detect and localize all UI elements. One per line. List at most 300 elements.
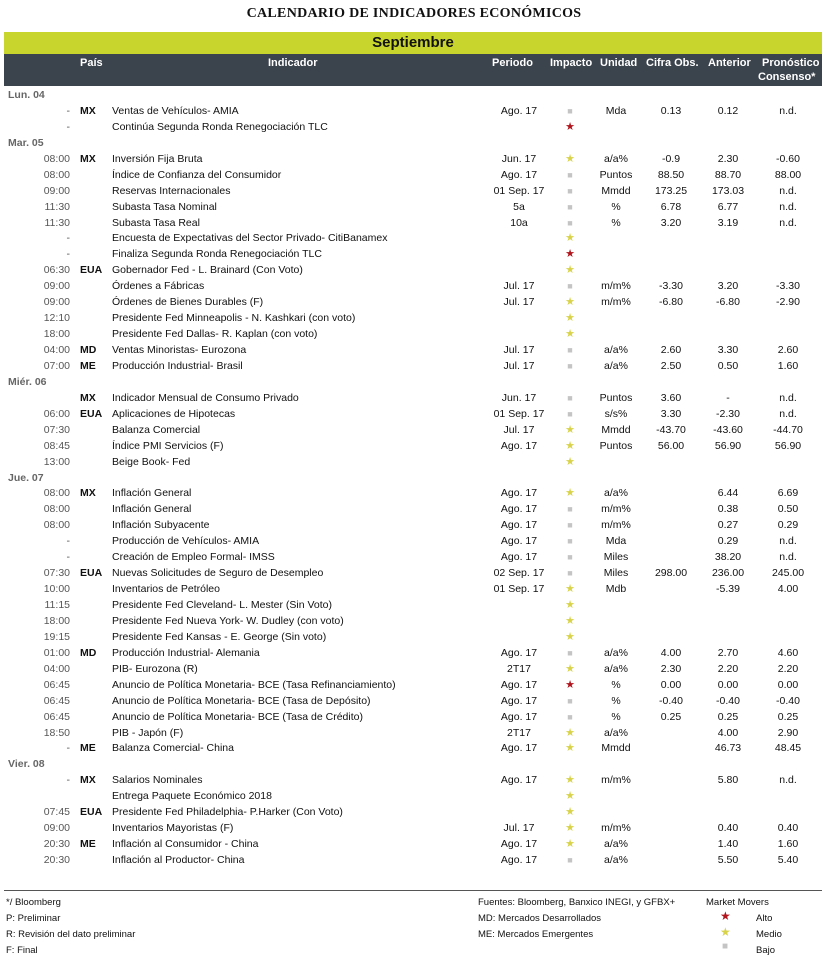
cell-unit: a/a% — [604, 838, 628, 851]
impact-bajo-icon: ■ — [567, 552, 573, 563]
cell-indicator: Inventarios de Petróleo — [112, 583, 220, 596]
cell-time: 13:00 — [43, 455, 70, 468]
cell-observed: -0.40 — [659, 694, 683, 707]
table-row — [4, 423, 822, 439]
table-row — [4, 279, 822, 295]
cell-unit: Puntos — [599, 168, 633, 181]
cell-forecast: 5.40 — [777, 854, 799, 866]
cell-indicator: Nuevas Solicitudes de Seguro de Desempleo — [112, 567, 324, 580]
cell-forecast: 2.60 — [777, 344, 799, 356]
impact-bajo-icon: ■ — [567, 568, 573, 579]
legend-alto-icon: ★ — [720, 909, 731, 923]
cell-indicator: Inventarios Mayoristas (F) — [112, 822, 234, 835]
cell-indicator: Gobernador Fed - L. Brainard (Con Voto) — [112, 264, 303, 277]
cell-unit: % — [611, 200, 621, 213]
cell-unit: Puntos — [599, 391, 633, 404]
header-periodo: Periodo — [492, 57, 533, 69]
cell-previous: 0.12 — [717, 104, 739, 117]
cell-indicator: Producción de Vehículos- AMIA — [112, 535, 260, 548]
impact-alto-icon: ★ — [565, 120, 575, 133]
cell-period: Ago. 17 — [500, 774, 538, 787]
cell-unit: % — [611, 216, 621, 229]
impact-bajo-icon: ■ — [567, 504, 573, 515]
cell-time: 06:45 — [43, 710, 70, 723]
day-label: Lun. 04 — [8, 89, 45, 101]
cell-forecast: n.d. — [779, 104, 797, 117]
cell-previous: 46.73 — [714, 742, 742, 755]
cell-forecast: 1.60 — [777, 838, 799, 851]
cell-time: 10:00 — [43, 583, 70, 596]
table-row — [4, 534, 822, 550]
cell-indicator: PIB- Eurozona (R) — [112, 662, 198, 675]
cell-unit: % — [611, 710, 621, 723]
table-row — [4, 439, 822, 455]
cell-indicator: Ventas Minoristas- Eurozona — [112, 344, 247, 356]
cell-indicator: Inflación al Consumidor - China — [112, 838, 259, 851]
cell-period: 01 Sep. 17 — [493, 583, 545, 596]
cell-time: 04:00 — [43, 662, 70, 675]
cell-time: 06:00 — [43, 407, 70, 420]
impact-bajo-icon: ■ — [567, 711, 573, 722]
cell-unit: Miles — [603, 567, 629, 580]
cell-period: Jun. 17 — [501, 391, 537, 404]
calendar-table-body — [4, 88, 822, 869]
table-row — [4, 678, 822, 694]
cell-forecast: 2.90 — [777, 726, 799, 739]
cell-period: Ago. 17 — [500, 854, 538, 866]
cell-country: ME — [80, 838, 96, 851]
month-banner: Septiembre — [4, 32, 822, 54]
cell-period: Ago. 17 — [500, 838, 538, 851]
cell-time: 08:00 — [43, 503, 70, 516]
cell-forecast: n.d. — [779, 200, 797, 213]
cell-previous: 3.30 — [717, 344, 739, 356]
cell-time: - — [66, 248, 70, 261]
cell-country: MD — [80, 344, 97, 356]
cell-unit: % — [611, 694, 621, 707]
cell-forecast: n.d. — [779, 391, 797, 404]
cell-observed: 4.00 — [660, 646, 682, 659]
cell-period: Ago. 17 — [500, 104, 538, 117]
cell-unit: a/a% — [604, 726, 628, 739]
header-unidad: Unidad — [600, 57, 638, 69]
table-row — [4, 152, 822, 168]
cell-time: - — [66, 535, 70, 548]
cell-indicator: Anuncio de Política Monetaria- BCE (Tasa de Depósito) — [112, 694, 371, 707]
cell-previous: 6.44 — [717, 487, 739, 500]
table-row — [4, 120, 822, 136]
table-row — [4, 391, 822, 407]
cell-unit: Mmdd — [601, 184, 631, 197]
cell-time: - — [66, 774, 70, 787]
impact-bajo-icon: ■ — [567, 185, 573, 196]
impact-medio-icon: ★ — [565, 614, 575, 627]
impact-bajo-icon: ■ — [567, 281, 573, 292]
cell-indicator: Inflación al Productor- China — [112, 854, 245, 866]
impact-bajo-icon: ■ — [567, 169, 573, 180]
impact-medio-icon: ★ — [565, 742, 575, 755]
table-row — [4, 104, 822, 120]
cell-time: - — [66, 551, 70, 564]
impact-bajo-icon: ■ — [567, 855, 573, 865]
header-impacto: Impacto — [550, 57, 593, 69]
cell-time: 06:30 — [43, 264, 70, 277]
cell-forecast: 245.00 — [771, 567, 805, 580]
table-row — [4, 550, 822, 566]
impact-bajo-icon: ■ — [567, 520, 573, 531]
cell-previous: 3.20 — [717, 280, 739, 293]
cell-time: 18:00 — [43, 614, 70, 627]
table-row — [4, 200, 822, 216]
cell-forecast: 2.20 — [777, 662, 799, 675]
table-row — [4, 741, 822, 757]
cell-unit: Mmdd — [601, 423, 631, 436]
impact-medio-icon: ★ — [565, 296, 575, 309]
cell-country: MX — [80, 152, 96, 165]
cell-observed: -6.80 — [659, 296, 683, 309]
cell-forecast: 0.40 — [777, 822, 799, 835]
cell-country: MX — [80, 774, 96, 787]
cell-forecast: n.d. — [779, 535, 797, 548]
cell-period: Ago. 17 — [500, 487, 538, 500]
cell-previous: 0.29 — [717, 535, 739, 548]
cell-forecast: -0.40 — [776, 694, 800, 707]
cell-indicator: Producción Industrial- Alemania — [112, 646, 260, 659]
cell-indicator: Presidente Fed Nueva York- W. Dudley (con voto) — [112, 614, 344, 627]
cell-unit: Puntos — [599, 439, 633, 452]
cell-previous: -43.60 — [713, 423, 743, 436]
cell-time: 07:45 — [43, 806, 70, 819]
cell-observed: 2.50 — [660, 359, 682, 372]
cell-unit: a/a% — [604, 359, 628, 372]
cell-indicator: Subasta Tasa Nominal — [112, 200, 217, 213]
cell-period: Ago. 17 — [500, 710, 538, 723]
cell-unit: Mdb — [605, 583, 627, 596]
table-row — [4, 455, 822, 471]
cell-indicator: Inflación General — [112, 487, 192, 500]
impact-bajo-icon: ■ — [567, 360, 573, 371]
day-label: Vier. 08 — [8, 758, 45, 771]
cell-unit: a/a% — [604, 487, 628, 500]
table-row — [4, 168, 822, 184]
cell-time: 12:10 — [43, 312, 70, 325]
cell-indicator: Índice PMI Servicios (F) — [112, 439, 224, 452]
cell-observed: 298.00 — [654, 567, 688, 580]
cell-indicator: PIB - Japón (F) — [112, 726, 184, 739]
impact-alto-icon: ★ — [565, 678, 575, 691]
cell-forecast: -3.30 — [776, 280, 800, 293]
cell-country: EUA — [80, 407, 103, 420]
note-final: F: Final — [6, 945, 38, 956]
table-row — [4, 327, 822, 343]
cell-unit: s/s% — [604, 407, 628, 420]
cell-time: 09:00 — [43, 296, 70, 309]
header-cifra: Cifra Obs. — [646, 57, 699, 69]
impact-bajo-icon: ■ — [567, 105, 573, 116]
cell-indicator: Beige Book- Fed — [112, 455, 191, 468]
cell-period: Jul. 17 — [503, 280, 535, 293]
cell-indicator: Balanza Comercial — [112, 423, 201, 436]
market-movers-title: Market Movers — [706, 897, 769, 908]
cell-time: 11:15 — [44, 599, 70, 611]
header-anterior: Anterior — [708, 57, 751, 69]
cell-indicator: Entrega Paquete Económico 2018 — [112, 790, 272, 803]
cell-indicator: Salarios Nominales — [112, 774, 203, 787]
impact-medio-icon: ★ — [565, 662, 575, 675]
table-row — [4, 582, 822, 598]
table-row — [4, 853, 822, 869]
cell-indicator: Reservas Internacionales — [112, 184, 231, 197]
table-row — [4, 805, 822, 821]
cell-observed: 3.20 — [660, 216, 682, 229]
cell-observed: 56.00 — [657, 439, 685, 452]
table-row — [4, 486, 822, 502]
cell-indicator: Presidente Fed Dallas- R. Kaplan (con voto) — [112, 328, 318, 341]
cell-period: 5a — [513, 200, 525, 213]
cell-previous: -0.40 — [716, 694, 740, 707]
cell-forecast: 4.00 — [777, 583, 799, 596]
legend-alto-label: Alto — [756, 913, 773, 924]
cell-forecast: 4.60 — [777, 646, 799, 659]
legend-bajo-icon: ■ — [722, 941, 729, 952]
cell-observed: -0.9 — [661, 152, 681, 165]
cell-forecast: -2.90 — [776, 296, 800, 309]
cell-observed: 88.50 — [657, 168, 685, 181]
cell-period: Ago. 17 — [500, 646, 538, 659]
note-md: MD: Mercados Desarrollados — [478, 913, 602, 924]
cell-period: Ago. 17 — [500, 678, 538, 691]
table-row — [4, 502, 822, 518]
note-revision: R: Revisión del dato preliminar — [6, 929, 136, 940]
impact-alto-icon: ★ — [565, 248, 575, 261]
table-row — [4, 694, 822, 710]
cell-previous: -2.30 — [716, 407, 740, 420]
cell-time: 01:00 — [43, 646, 70, 659]
cell-period: 01 Sep. 17 — [493, 184, 545, 197]
cell-forecast: -0.60 — [776, 152, 800, 165]
cell-period: Ago. 17 — [500, 519, 538, 532]
cell-forecast: 0.29 — [777, 519, 799, 532]
impact-medio-icon: ★ — [565, 790, 575, 803]
cell-unit: Mda — [605, 104, 627, 117]
cell-forecast: n.d. — [779, 407, 797, 420]
day-header — [4, 136, 822, 152]
cell-previous: -6.80 — [716, 296, 740, 309]
table-row — [4, 343, 822, 359]
legend-medio-label: Medio — [756, 929, 782, 940]
cell-period: 2T17 — [507, 662, 531, 675]
cell-indicator: Inflación General — [112, 503, 192, 516]
table-row — [4, 614, 822, 630]
cell-unit: m/m% — [601, 774, 631, 787]
cell-time: 08:00 — [43, 152, 70, 165]
cell-period: 02 Sep. 17 — [493, 567, 545, 580]
cell-previous: 2.70 — [717, 646, 739, 659]
cell-time: 09:00 — [43, 184, 70, 197]
impact-medio-icon: ★ — [565, 838, 575, 851]
cell-forecast: 56.90 — [774, 439, 802, 452]
table-row — [4, 630, 822, 646]
cell-time: 11:30 — [44, 216, 70, 229]
impact-medio-icon: ★ — [565, 487, 575, 500]
cell-observed: 2.30 — [660, 662, 682, 675]
cell-time: 11:30 — [44, 200, 70, 213]
impact-medio-icon: ★ — [565, 630, 575, 643]
cell-indicator: Encuesta de Expectativas del Sector Privado- CitiBanamex — [112, 232, 388, 245]
cell-country: EUA — [80, 264, 103, 277]
day-header — [4, 757, 822, 773]
cell-forecast: 0.50 — [777, 503, 799, 516]
cell-forecast: 88.00 — [774, 168, 802, 181]
cell-period: Ago. 17 — [500, 694, 538, 707]
cell-time: 08:00 — [43, 519, 70, 532]
table-row — [4, 231, 822, 247]
impact-bajo-icon: ■ — [567, 392, 573, 403]
table-row — [4, 566, 822, 582]
cell-observed: 0.13 — [660, 104, 682, 117]
cell-previous: 6.77 — [717, 200, 739, 213]
cell-indicator: Subasta Tasa Real — [112, 216, 200, 229]
header-pronostico: Pronóstico — [762, 57, 820, 69]
cell-indicator: Presidente Fed Minneapolis - N. Kashkari (con voto) — [112, 312, 356, 325]
cell-observed: 173.25 — [654, 184, 688, 197]
impact-medio-icon: ★ — [565, 726, 575, 739]
cell-indicator: Producción Industrial- Brasil — [112, 359, 243, 372]
cell-time: 19:15 — [43, 630, 70, 643]
cell-period: Jul. 17 — [503, 296, 535, 309]
cell-unit: m/m% — [601, 296, 631, 309]
cell-indicator: Indicador Mensual de Consumo Privado — [112, 391, 299, 404]
cell-time: 06:45 — [43, 694, 70, 707]
cell-time: - — [66, 232, 70, 245]
cell-indicator: Órdenes a Fábricas — [112, 280, 205, 293]
cell-time: 06:45 — [43, 678, 70, 691]
cell-period: Ago. 17 — [500, 535, 538, 548]
cell-time: 07:00 — [43, 359, 70, 372]
impact-medio-icon: ★ — [565, 455, 575, 468]
day-header — [4, 471, 822, 487]
cell-time: 08:45 — [43, 439, 70, 452]
note-preliminar: P: Preliminar — [6, 913, 61, 924]
cell-previous: 0.38 — [717, 503, 739, 516]
table-row — [4, 773, 822, 789]
impact-medio-icon: ★ — [565, 583, 575, 596]
cell-previous: 4.00 — [717, 726, 739, 739]
table-row — [4, 359, 822, 375]
impact-medio-icon: ★ — [565, 774, 575, 787]
impact-medio-icon: ★ — [565, 328, 575, 341]
table-row — [4, 407, 822, 423]
cell-previous: 0.40 — [717, 822, 739, 835]
day-header — [4, 88, 822, 104]
cell-country: ME — [80, 742, 96, 755]
cell-forecast: n.d. — [779, 551, 797, 564]
cell-country: MX — [80, 104, 96, 117]
page-title: CALENDARIO DE INDICADORES ECONÓMICOS — [246, 6, 582, 21]
table-header — [4, 54, 822, 86]
cell-indicator: Presidente Fed Cleveland- L. Mester (Sin Voto) — [112, 599, 333, 611]
cell-country: MD — [80, 646, 97, 659]
day-header — [4, 375, 822, 391]
cell-time: 09:00 — [43, 280, 70, 293]
impact-medio-icon: ★ — [565, 232, 575, 245]
cell-previous: 0.27 — [717, 519, 739, 532]
cell-time: 04:00 — [43, 344, 70, 356]
cell-indicator: Órdenes de Bienes Durables (F) — [112, 296, 264, 309]
cell-unit: m/m% — [601, 503, 631, 516]
cell-indicator: Aplicaciones de Hipotecas — [112, 407, 236, 420]
cell-unit: a/a% — [604, 662, 628, 675]
cell-unit: m/m% — [601, 822, 631, 835]
header-pais: País — [80, 57, 103, 69]
table-row — [4, 263, 822, 279]
impact-bajo-icon: ■ — [567, 408, 573, 419]
impact-medio-icon: ★ — [565, 423, 575, 436]
cell-previous: 236.00 — [711, 567, 745, 580]
table-row — [4, 710, 822, 726]
cell-time: 20:30 — [43, 854, 70, 866]
cell-previous: 0.00 — [717, 678, 739, 691]
cell-indicator: Inversión Fija Bruta — [112, 152, 203, 165]
impact-bajo-icon: ■ — [567, 201, 573, 212]
header-consenso: Consenso* — [758, 71, 816, 83]
cell-observed: 3.30 — [660, 407, 682, 420]
cell-previous: 5.80 — [717, 774, 739, 787]
cell-period: Ago. 17 — [500, 439, 538, 452]
cell-previous: -5.39 — [716, 583, 740, 596]
cell-time: 08:00 — [43, 168, 70, 181]
cell-previous: 3.19 — [717, 216, 739, 229]
cell-unit: Miles — [603, 551, 629, 564]
note-fuentes: Fuentes: Bloomberg, Banxico INEGI, y GFBX+ — [478, 897, 676, 908]
cell-time: 09:00 — [43, 822, 70, 835]
impact-bajo-icon: ■ — [567, 695, 573, 706]
impact-bajo-icon: ■ — [567, 345, 573, 355]
cell-country: EUA — [80, 806, 103, 819]
table-row — [4, 216, 822, 232]
cell-country: MX — [80, 391, 96, 404]
cell-previous: - — [726, 391, 730, 404]
table-row — [4, 598, 822, 614]
legend-medio-icon: ★ — [720, 925, 731, 939]
cell-previous: 173.03 — [711, 184, 745, 197]
cell-observed: 2.60 — [660, 344, 682, 356]
table-row — [4, 837, 822, 853]
cell-forecast: 0.25 — [777, 710, 799, 723]
cell-time: 07:30 — [43, 423, 70, 436]
cell-period: 2T17 — [507, 726, 531, 739]
cell-observed: -3.30 — [659, 280, 683, 293]
cell-observed: 6.78 — [660, 200, 682, 213]
cell-previous: 2.30 — [717, 152, 739, 165]
cell-country: ME — [80, 359, 96, 372]
cell-time: 18:00 — [43, 328, 70, 341]
cell-time: - — [66, 104, 70, 117]
table-row — [4, 726, 822, 742]
cell-time: 18:50 — [43, 726, 70, 739]
cell-unit: a/a% — [604, 152, 628, 165]
table-row — [4, 518, 822, 534]
cell-time: 20:30 — [43, 838, 70, 851]
cell-period: Ago. 17 — [500, 503, 538, 516]
note-bloomberg: */ Bloomberg — [6, 897, 61, 908]
cell-period: Ago. 17 — [500, 742, 538, 755]
cell-indicator: Inflación Subyacente — [112, 519, 210, 532]
cell-period: 01 Sep. 17 — [493, 407, 545, 420]
impact-medio-icon: ★ — [565, 806, 575, 819]
cell-period: Jul. 17 — [503, 359, 535, 372]
cell-indicator: Finaliza Segunda Ronda Renegociación TLC — [112, 248, 322, 261]
